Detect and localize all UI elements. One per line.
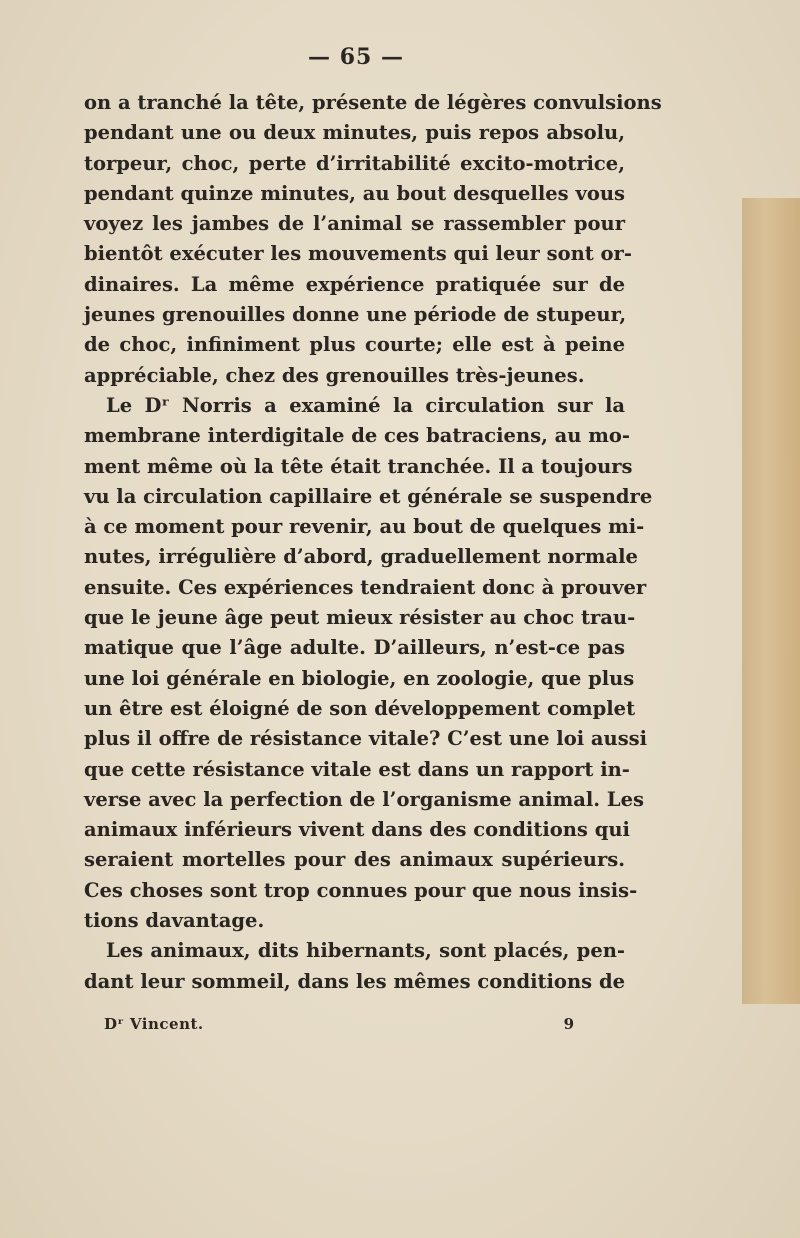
text-line: verse avec la perfection de l’organisme animal. Les	[84, 787, 644, 811]
text-line: plus il offre de résistance vitale? C’est une loi aussi	[84, 727, 648, 751]
text-line: une loi générale en biologie, en zoologie, que plus	[84, 666, 635, 690]
text-line: pendant quinze minutes, au bout desquelles vous	[84, 181, 625, 205]
text-line: nutes, irrégulière d’abord, graduellement normale	[84, 545, 638, 569]
body-text	[84, 88, 662, 997]
text-line: de choc, infiniment plus courte; elle est à peine	[84, 333, 625, 357]
text-line: jeunes grenouilles donne une période de stupeur,	[84, 303, 627, 327]
text-line: à ce moment pour revenir, au bout de quelques mi-	[84, 515, 645, 539]
printer-signature: Dʳ Vincent.	[104, 1015, 204, 1033]
text-line: que le jeune âge peut mieux résister au choc trau-	[84, 606, 636, 630]
text-line: vu la circulation capillaire et générale se suspendre	[84, 484, 653, 508]
text-line: matique que l’âge adulte. D’ailleurs, n’est-ce pas	[84, 636, 625, 660]
text-line: on a tranché la tête, présente de légères convulsions	[84, 91, 662, 114]
text-line: dinaires. La même expérience pratiquée sur de	[84, 272, 625, 296]
text-line: animaux inférieurs vivent dans des conditions qui	[84, 818, 630, 842]
text-line: ment même où la tête était tranchée. Il a toujours	[84, 454, 633, 478]
text-line: seraient mortelles pour des animaux supérieurs.	[84, 848, 625, 872]
text-line: membrane interdigitale de ces batraciens, au mo-	[84, 424, 631, 448]
text-line: un être est éloigné de son développement complet	[84, 696, 636, 720]
text-line: bientôt exécuter les mouvements qui leur sont or-	[84, 242, 632, 266]
text-line: voyez les jambes de l’animal se rassembler pour	[84, 212, 625, 236]
text-line: Le Dʳ Norris a examiné la circulation sur la	[106, 393, 625, 417]
text-line: torpeur, choc, perte d’irritabilité excito-motrice,	[84, 151, 625, 175]
text-line: Ces choses sont trop connues pour que nous insis-	[84, 878, 638, 902]
text-line: que cette résistance vitale est dans un rapport in-	[84, 757, 630, 781]
text-line: appréciable, chez des grenouilles très-jeunes.	[84, 363, 585, 387]
text-line: tions davantage.	[84, 909, 265, 933]
text-line: ensuite. Ces expériences tendraient donc à prouver	[84, 575, 647, 599]
signature-number: 9	[563, 1015, 574, 1033]
text-line: pendant une ou deux minutes, puis repos absolu,	[84, 121, 625, 145]
page-edge-stain	[742, 198, 800, 1004]
page-number: — 65 —	[308, 44, 404, 70]
text-line: dant leur sommeil, dans les mêmes conditions de	[84, 969, 625, 993]
text-line: Les animaux, dits hibernants, sont placés, pen-	[106, 939, 625, 963]
